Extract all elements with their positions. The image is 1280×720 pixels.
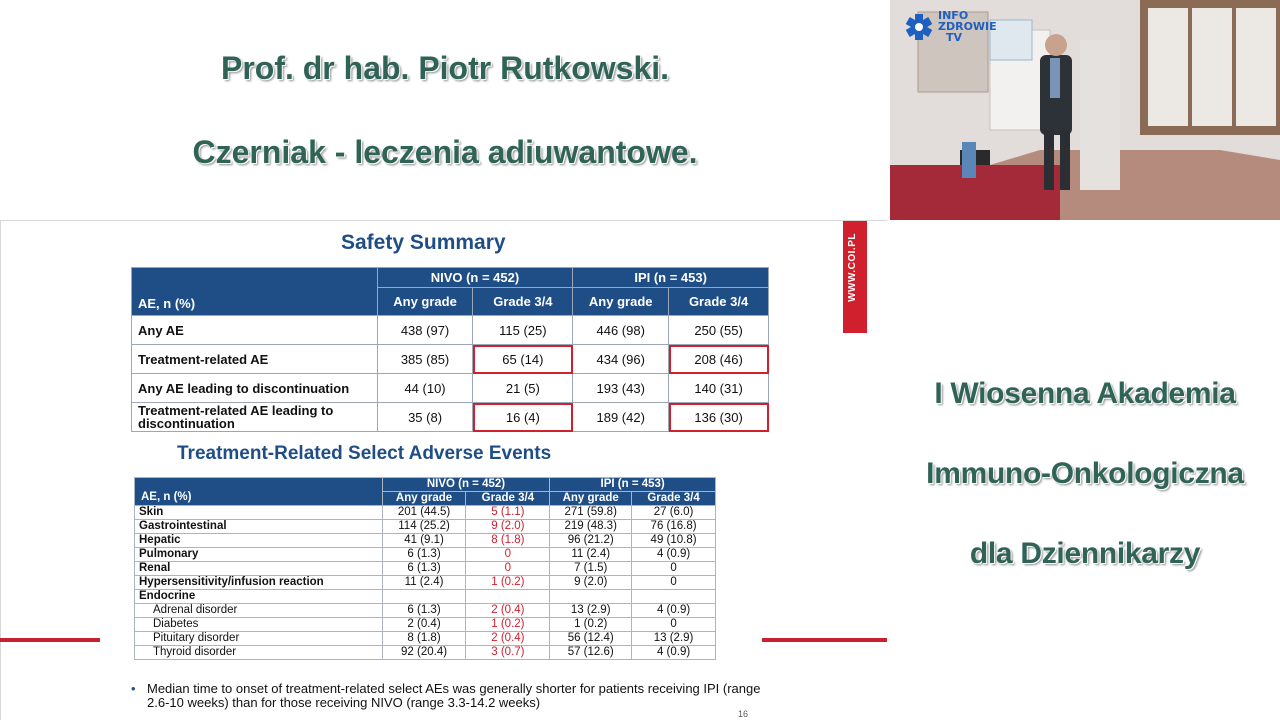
table1-col-g34-nivo: Grade 3/4 [473, 288, 573, 316]
row-label: Treatment-related AE leading to discontinuation [132, 403, 378, 432]
cell: 114 (25.2) [382, 520, 466, 534]
cell: 9 (2.0) [550, 576, 632, 590]
row-label: Hepatic [135, 534, 383, 548]
cell: 76 (16.8) [632, 520, 716, 534]
cell: 434 (96) [573, 345, 669, 374]
table2-header-label: AE, n (%) [135, 478, 383, 506]
speaker-title: Prof. dr hab. Piotr Rutkowski. [220, 50, 670, 86]
row-label: Skin [135, 506, 383, 520]
row-label: Renal [135, 562, 383, 576]
highlighted-cell: 208 (46) [669, 345, 769, 374]
row-label: Endocrine [135, 590, 383, 604]
table2-col-g34-nivo: Grade 3/4 [466, 492, 550, 506]
row-label: Gastrointestinal [135, 520, 383, 534]
cell: 271 (59.8) [550, 506, 632, 520]
table2-col-g34-ipi: Grade 3/4 [632, 492, 716, 506]
row-label: Pulmonary [135, 548, 383, 562]
cell: 7 (1.5) [550, 562, 632, 576]
slide-title: Safety Summary [341, 231, 506, 254]
coi-url-text: WWW.COI.PL [847, 233, 858, 302]
cell: 3 (0.7) [466, 646, 550, 660]
cell: 8 (1.8) [466, 534, 550, 548]
speaker-video [890, 0, 1280, 220]
table-row [135, 646, 716, 660]
table-row [135, 576, 716, 590]
table-row [135, 548, 716, 562]
cell: 49 (10.8) [632, 534, 716, 548]
cell: 6 (1.3) [382, 604, 466, 618]
row-label: Thyroid disorder [135, 646, 383, 660]
table-row [132, 403, 769, 432]
table-row [135, 632, 716, 646]
presentation-slide [0, 220, 887, 720]
cell: 0 [632, 576, 716, 590]
cell: 27 (6.0) [632, 506, 716, 520]
row-label: Any AE leading to discontinuation [132, 374, 378, 403]
cell: 2 (0.4) [466, 632, 550, 646]
bullet-icon: • [131, 681, 136, 696]
row-label: Hypersensitivity/infusion reaction [135, 576, 383, 590]
table1-group-nivo: NIVO (n = 452) [377, 268, 573, 288]
cell: 115 (25) [473, 316, 573, 345]
table1-col-g34-ipi: Grade 3/4 [669, 288, 769, 316]
cell: 1 (0.2) [466, 576, 550, 590]
footnote-text: Median time to onset of treatment-related select AEs was generally shorter for patients receiving IPI (range 2.6-10 weeks) than for those receiving NIVO (range 3.3-14.2 weeks) [147, 681, 761, 710]
table1-col-any-nivo: Any grade [377, 288, 473, 316]
cell [550, 590, 632, 604]
cell: 2 (0.4) [466, 604, 550, 618]
cell: 56 (12.4) [550, 632, 632, 646]
table-row [135, 506, 716, 520]
cell: 44 (10) [377, 374, 473, 403]
table1-group-ipi: IPI (n = 453) [573, 268, 769, 288]
highlighted-cell: 16 (4) [473, 403, 573, 432]
table-row [135, 618, 716, 632]
cell: 21 (5) [473, 374, 573, 403]
cell: 1 (0.2) [466, 618, 550, 632]
event-title-line1: I Wiosenna Akademia [934, 377, 1236, 410]
cell: 13 (2.9) [550, 604, 632, 618]
cell: 41 (9.1) [382, 534, 466, 548]
cell [466, 590, 550, 604]
lecture-title: Czerniak - leczenia adiuwantowe. [192, 134, 698, 170]
red-divider-left [0, 638, 100, 642]
cell: 11 (2.4) [550, 548, 632, 562]
medical-star-icon [904, 12, 934, 42]
logo-text-tv: TV [946, 31, 963, 44]
cell: 201 (44.5) [382, 506, 466, 520]
table-row [135, 534, 716, 548]
cell: 92 (20.4) [382, 646, 466, 660]
cell: 6 (1.3) [382, 548, 466, 562]
cell: 438 (97) [377, 316, 473, 345]
table-row [135, 590, 716, 604]
red-divider-right [762, 638, 887, 642]
slide-footnote [131, 682, 781, 710]
cell: 189 (42) [573, 403, 669, 432]
table-row [135, 562, 716, 576]
table-row [132, 316, 769, 345]
event-title-line3: dla Dziennikarzy [969, 537, 1201, 570]
logo-text-info: INFO [938, 9, 969, 22]
select-adverse-events-table [134, 477, 716, 660]
cell: 9 (2.0) [466, 520, 550, 534]
cell: 0 [632, 562, 716, 576]
highlighted-cell: 65 (14) [473, 345, 573, 374]
cell: 96 (21.2) [550, 534, 632, 548]
cell: 6 (1.3) [382, 562, 466, 576]
table2-group-nivo: NIVO (n = 452) [382, 478, 550, 492]
table2-group-ipi: IPI (n = 453) [550, 478, 716, 492]
table-row [135, 604, 716, 618]
table1-header-label: AE, n (%) [132, 268, 378, 316]
row-label: Any AE [132, 316, 378, 345]
table2-col-any-nivo: Any grade [382, 492, 466, 506]
cell: 5 (1.1) [466, 506, 550, 520]
cell [382, 590, 466, 604]
table-row [132, 345, 769, 374]
row-label: Pituitary disorder [135, 632, 383, 646]
cell: 385 (85) [377, 345, 473, 374]
cell: 0 [466, 548, 550, 562]
cell: 8 (1.8) [382, 632, 466, 646]
slide-page-number: 16 [738, 709, 749, 719]
safety-summary-table [131, 267, 769, 432]
coi-sidebar-tab [843, 221, 867, 333]
slide-subtitle: Treatment-Related Select Adverse Events [177, 443, 552, 464]
row-label: Treatment-related AE [132, 345, 378, 374]
cell: 35 (8) [377, 403, 473, 432]
cell: 1 (0.2) [550, 618, 632, 632]
table-row [132, 374, 769, 403]
cell: 219 (48.3) [550, 520, 632, 534]
highlighted-cell: 136 (30) [669, 403, 769, 432]
cell [632, 590, 716, 604]
cell: 13 (2.9) [632, 632, 716, 646]
cell: 0 [632, 618, 716, 632]
cell: 4 (0.9) [632, 548, 716, 562]
cell: 11 (2.4) [382, 576, 466, 590]
logo-text-zdrowie: ZDROWIE [938, 20, 997, 33]
cell: 0 [466, 562, 550, 576]
table2-col-any-ipi: Any grade [550, 492, 632, 506]
cell: 4 (0.9) [632, 604, 716, 618]
table1-col-any-ipi: Any grade [573, 288, 669, 316]
cell: 140 (31) [669, 374, 769, 403]
event-title-line2: Immuno-Onkologiczna [926, 457, 1244, 490]
cell: 446 (98) [573, 316, 669, 345]
row-label: Diabetes [135, 618, 383, 632]
cell: 4 (0.9) [632, 646, 716, 660]
row-label: Adrenal disorder [135, 604, 383, 618]
cell: 250 (55) [669, 316, 769, 345]
cell: 2 (0.4) [382, 618, 466, 632]
table-row [135, 520, 716, 534]
cell: 193 (43) [573, 374, 669, 403]
cell: 57 (12.6) [550, 646, 632, 660]
